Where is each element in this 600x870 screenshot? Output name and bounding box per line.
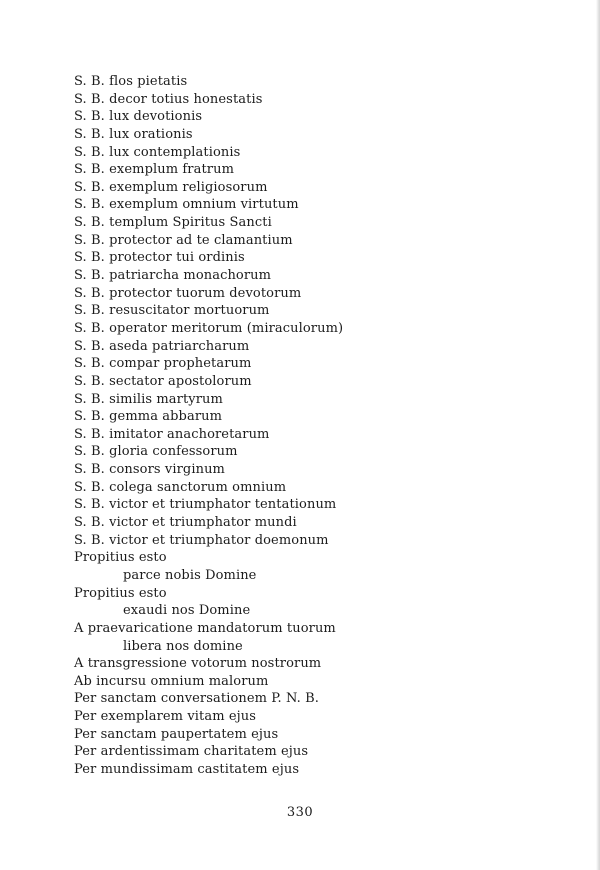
litany-line: Per exemplarem vitam ejus — [74, 709, 257, 725]
response-line: libera nos domine — [123, 638, 243, 654]
litany-line: S. B. exemplum fratrum — [74, 162, 234, 178]
litany-line: S. B. victor et triumphator doemonum — [74, 532, 329, 548]
litany-line: S. B. lux orationis — [74, 126, 193, 142]
litany-line: S. B. decor totius honestatis — [74, 91, 263, 107]
litany-line: S. B. lux devotionis — [74, 109, 203, 125]
litany-line: S. B. gemma abbarum — [74, 409, 223, 425]
litany-line: S. B. operator meritorum (miraculorum) — [74, 320, 344, 336]
litany-line: S. B. compar prophetarum — [74, 356, 252, 372]
litany-line: Propitius esto — [74, 585, 167, 601]
litany-line: Ab incursu omnium malorum — [74, 673, 269, 689]
litany-line: Per sanctam paupertatem ejus — [74, 726, 279, 742]
litany-line: A transgressione votorum nostrorum — [74, 656, 322, 672]
litany-line: S. B. resuscitator mortuorum — [74, 303, 270, 319]
litany-line: S. B. sectator apostolorum — [74, 373, 252, 389]
litany-line: Per mundissimam castitatem ejus — [74, 761, 300, 777]
litany-line: S. B. similis martyrum — [74, 391, 223, 407]
litany-line: Propitius esto — [74, 550, 167, 566]
litany-line: S. B. patriarcha monachorum — [74, 268, 272, 284]
litany-line: S. B. exemplum religiosorum — [74, 179, 268, 195]
litany-text — [74, 73, 554, 779]
litany-line: S. B. protector tuorum devotorum — [74, 285, 302, 301]
litany-line: S. B. victor et triumphator tentationum — [74, 497, 337, 513]
litany-line: S. B. colega sanctorum omnium — [74, 479, 287, 495]
litany-line: S. B. protector ad te clamantium — [74, 232, 293, 248]
page-edge-shadow — [596, 0, 600, 870]
litany-line: A praevaricatione mandatorum tuorum — [74, 620, 336, 636]
litany-line: Per sanctam conversationem P. N. B. — [74, 691, 319, 707]
litany-line: S. B. templum Spiritus Sancti — [74, 215, 272, 231]
litany-line: S. B. aseda patriarcharum — [74, 338, 250, 354]
page-number: 330 — [286, 805, 314, 820]
litany-line: S. B. exemplum omnium virtutum — [74, 197, 299, 213]
litany-line: S. B. gloria confessorum — [74, 444, 238, 460]
litany-line: S. B. consors virginum — [74, 462, 225, 478]
litany-line: S. B. protector tui ordinis — [74, 250, 245, 266]
litany-line: Per ardentissimam charitatem ejus — [74, 744, 309, 760]
response-line: exaudi nos Domine — [123, 603, 251, 619]
response-line: parce nobis Domine — [123, 567, 257, 583]
litany-line: S. B. lux contemplationis — [74, 144, 241, 160]
litany-line: S. B. victor et triumphator mundi — [74, 515, 297, 531]
litany-line: S. B. flos pietatis — [74, 74, 188, 89]
litany-line: S. B. imitator anachoretarum — [74, 426, 270, 442]
